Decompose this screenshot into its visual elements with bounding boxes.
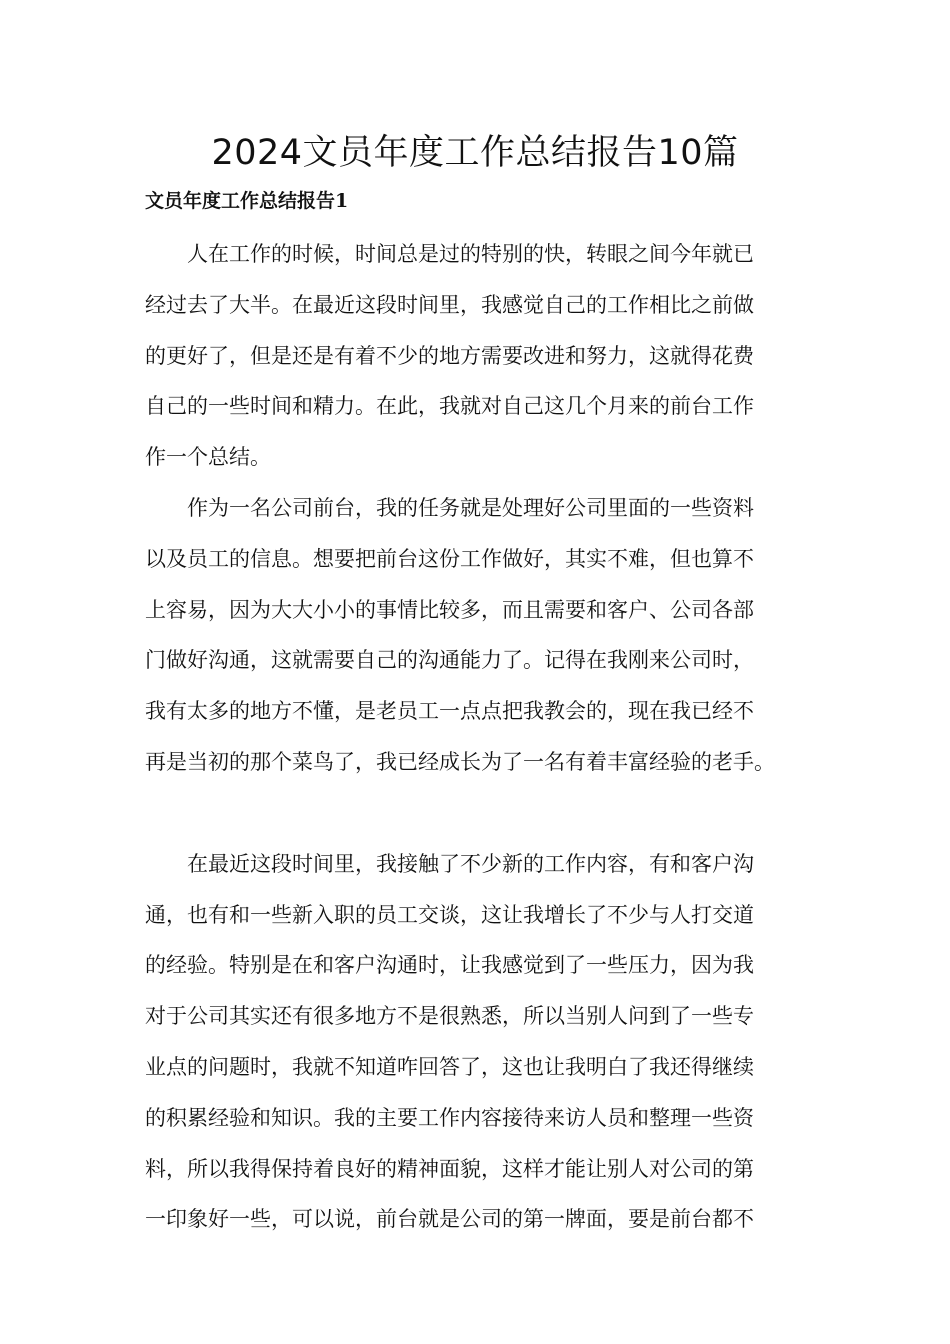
paragraph-line: 再是当初的那个菜鸟了，我已经成长为了一名有着丰富经验的老手。 — [145, 749, 775, 774]
paragraph-line: 一印象好一些，可以说，前台就是公司的第一牌面，要是前台都不 — [145, 1207, 754, 1232]
document-body — [145, 229, 807, 1245]
paragraph-line: 作为一名公司前台，我的任务就是处理好公司里面的一些资料 — [187, 495, 754, 520]
paragraph-line: 我有太多的地方不懂，是老员工一点点把我教会的，现在我已经不 — [145, 699, 754, 724]
paragraph-line: 对于公司其实还有很多地方不是很熟悉，所以当别人问到了一些专 — [145, 1004, 754, 1029]
paragraph-line: 通，也有和一些新入职的员工交谈，这让我增长了不少与人打交道 — [145, 902, 754, 927]
paragraph-line: 的经验。特别是在和客户沟通时，让我感觉到了一些压力，因为我 — [145, 953, 754, 978]
section-heading: 文员年度工作总结报告1 — [145, 190, 349, 212]
paragraph-line: 料，所以我得保持着良好的精神面貌，这样才能让别人对公司的第 — [145, 1156, 754, 1181]
paragraph-line: 门做好沟通，这就需要自己的沟通能力了。记得在我刚来公司时， — [145, 648, 754, 673]
paragraph-spacer — [145, 788, 807, 839]
paragraph-line: 业点的问题时，我就不知道咋回答了，这也让我明白了我还得继续 — [145, 1054, 754, 1079]
paragraph-line: 作一个总结。 — [145, 445, 271, 470]
paragraph-line: 的更好了，但是还是有着不少的地方需要改进和努力，这就得花费 — [145, 343, 754, 368]
paragraph-line: 在最近这段时间里，我接触了不少新的工作内容，有和客户沟 — [187, 851, 754, 876]
paragraph-line: 自己的一些时间和精力。在此，我就对自己这几个月来的前台工作 — [145, 394, 754, 419]
paragraph-line: 人在工作的时候，时间总是过的特别的快，转眼之间今年就已 — [187, 242, 754, 266]
paragraph-3 — [145, 839, 807, 1245]
paragraph-line: 的积累经验和知识。我的主要工作内容接待来访人员和整理一些资 — [145, 1105, 754, 1130]
paragraph-1 — [145, 229, 807, 483]
paragraph-2 — [145, 483, 807, 788]
document-title: 2024文员年度工作总结报告10篇 — [211, 133, 739, 173]
paragraph-line: 上容易，因为大大小小的事情比较多，而且需要和客户、公司各部 — [145, 597, 754, 622]
paragraph-line: 以及员工的信息。想要把前台这份工作做好，其实不难，但也算不 — [145, 546, 754, 571]
paragraph-line: 经过去了大半。在最近这段时间里，我感觉自己的工作相比之前做 — [145, 292, 754, 317]
